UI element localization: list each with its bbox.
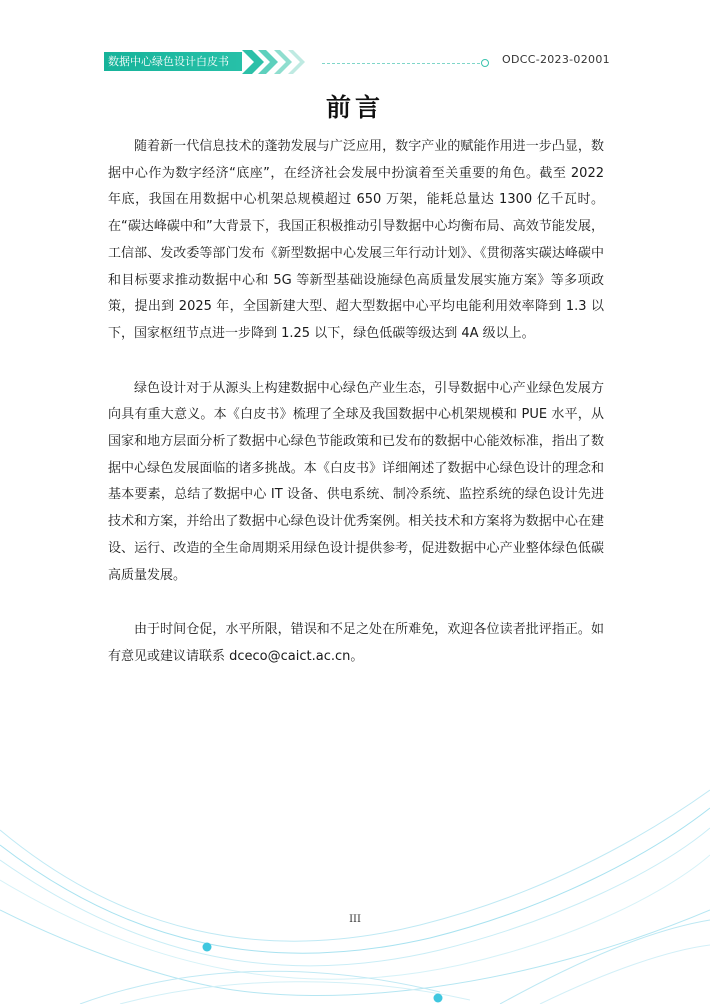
header-circle-marker	[481, 59, 489, 67]
header-document-id: ODCC-2023-02001	[502, 53, 610, 66]
body-text	[108, 134, 604, 699]
page-number: III	[349, 914, 361, 925]
header-document-title: 数据中心绿色设计白皮书	[108, 55, 229, 68]
wave-lines-decoration	[0, 760, 710, 1004]
page-header	[0, 48, 710, 74]
paragraph-3: 由于时间仓促，水平所限，错误和不足之处在所难免，欢迎各位读者批评指正。如有意见或建议请联系 dceco@caict.ac.cn。	[108, 622, 604, 664]
chevron-decoration-icon	[240, 50, 320, 74]
page-title: 前言	[325, 93, 384, 122]
header-dashed-line	[322, 63, 480, 64]
decor-dot-right	[434, 994, 443, 1003]
paragraph-2: 绿色设计对于从源头上构建数据中心绿色产业生态，引导数据中心产业绿色发展方向具有重大意义。本《白皮书》梳理了全球及我国数据中心机架规模和 PUE 水平，从国家和地方层面分析了数据中心绿色节能政策和已发布的数据中心能效标准，指出了数据中心绿色发展面临的诸多挑战。本《白皮书》详细阐述了数据中心绿色设计的理念和基本要素，总结了数据中心 IT 设备、供电系统、制冷系统、监控系统的绿色设计先进技术和方案，并给出了数据中心绿色设计优秀案例。相关技术和方案将为数据中心在建设、运行、改造的全生命周期采用绿色设计提供参考，促进数据中心产业整体绿色低碳高质量发展。	[108, 380, 604, 583]
decor-dot-left	[203, 943, 212, 952]
paragraph-1: 随着新一代信息技术的蓬勃发展与广泛应用，数字产业的赋能作用进一步凸显，数据中心作为数字经济“底座”，在经济社会发展中扮演着至关重要的角色。截至 2022 年底，我国在用数据中心机架总规模超过 650 万架，能耗总量达 1300 亿千瓦时。在“碳达峰碳中和”大背景下，我国正积极推动引导数据中心均衡布局、高效节能发展，工信部、发改委等部门发布《新型数据中心发展三年行动计划》、《贯彻落实碳达峰碳中和目标要求推动数据中心和 5G 等新型基础设施绿色高质量发展实施方案》等多项政策，提出到 2025 年，全国新建大型、超大型数据中心平均电能利用效率降到 1.3 以下，国家枢纽节点进一步降到 1.25 以下，绿色低碳等级达到 4A 级以上。	[108, 139, 604, 341]
